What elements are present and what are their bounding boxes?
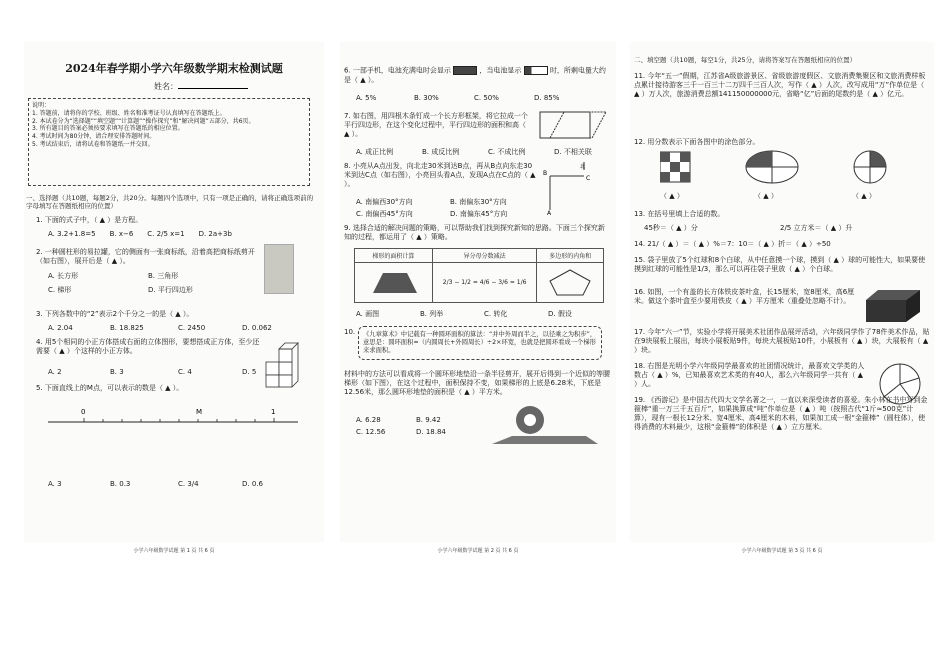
q2-option-c: C. 梯形 bbox=[48, 286, 72, 295]
frame-figure bbox=[536, 108, 612, 144]
exam-page-1 bbox=[24, 42, 324, 554]
q7-option-b: B. 成反比例 bbox=[422, 148, 460, 156]
can-label-image bbox=[264, 244, 294, 294]
instructions-box bbox=[28, 98, 310, 186]
exam-title: 2024年春学期小学六年级数学期末检测试题 bbox=[65, 62, 283, 75]
page-1-footer: 小学六年级数学试题 第 1 页 共 6 页 bbox=[133, 548, 215, 554]
question-17: 17. 今年“六一”节，实验小学将开展美术社团作品展评活动，六年级同学作了78件美术作品，贴在9块展板上展出，每块小展板贴9件，每块大展板贴10件，小展板有（ ▲ ）块，大展板有（ ▲ ）块。 bbox=[634, 328, 930, 355]
trapezoid-drawing bbox=[355, 263, 433, 303]
tea-box-figure bbox=[862, 286, 924, 326]
q8-options bbox=[356, 198, 546, 219]
question-19: 19. 《西游记》是中国古代四大文学名著之一，一直以来深受读者的喜爱。朱小林在书中写到金箍棒“重一万三千五百斤”，如果换算成“吨”作单位是（ ▲ ）吨（按照古代“1斤≈500克”计算），现有一根长12分米、宽4厘米、高4厘米的木料，如果加工成一根“金箍棒”（圆柱体），使得消费的木料最少，这根“金箍棒”的体积是（ ▲ ）立方厘米。 bbox=[634, 396, 928, 432]
q8-option-c: C. 南偏西45°方向 bbox=[356, 210, 413, 219]
q7-options bbox=[356, 148, 606, 157]
q6-option-a: A. 5% bbox=[356, 94, 377, 102]
fig-answer-2: （ ▲ ） bbox=[754, 192, 778, 200]
question-7: 7. 如右图，用四根木条钉成一个长方形框架，将它拉成一个平行四边形，在这个变化过程中，平行四边形的面积和高（ ▲ ）。 bbox=[344, 112, 528, 139]
q1-options bbox=[48, 230, 246, 239]
name-label: 姓名： bbox=[154, 82, 248, 92]
q2-option-d: D. 平行四边形 bbox=[148, 286, 193, 295]
ring-to-trapezoid-figure bbox=[490, 404, 600, 446]
checkered-square bbox=[660, 152, 690, 182]
svg-text:北: 北 bbox=[580, 164, 586, 170]
q5-option-a: A. 3 bbox=[48, 480, 62, 488]
number-line bbox=[44, 402, 304, 442]
strategy-fraction: 异分母分数减法 bbox=[432, 249, 537, 263]
cube-stack-figure bbox=[264, 340, 308, 388]
q8-option-d: D. 南偏东45°方向 bbox=[450, 210, 508, 219]
q2-options bbox=[48, 272, 248, 295]
number-line-zero: 0 bbox=[81, 408, 86, 416]
exam-page-2 bbox=[340, 42, 616, 554]
q10-option-d: D. 18.84 bbox=[416, 428, 446, 437]
fig-answer-1: （ ▲ ） bbox=[660, 192, 684, 200]
q7-option-d: D. 不相关联 bbox=[554, 148, 592, 156]
instruction-2: 2. 本试卷分为“选择题”“填空题”“计算题”“操作探究”和“解决问题”五部分，共6页。 bbox=[32, 117, 255, 125]
q2-option-b: B. 三角形 bbox=[148, 272, 179, 280]
q3-option-c: C. 2450 bbox=[178, 324, 206, 332]
fig-answer-3: （ ▲ ） bbox=[852, 192, 876, 200]
q3-option-a: A. 2.04 bbox=[48, 324, 73, 332]
question-10-number: 10. bbox=[344, 328, 356, 336]
q2-option-a: A. 长方形 bbox=[48, 272, 79, 280]
q4-option-c: C. 4 bbox=[178, 368, 192, 376]
question-14: 14. 21/（ ▲ ）＝（ ▲ ）%＝7：10＝（ ▲ ）折＝（ ▲ ）÷50 bbox=[634, 240, 831, 248]
q6-options bbox=[356, 94, 573, 103]
q4-option-a: A. 2 bbox=[48, 368, 62, 376]
question-11: 11. 今年“五一”假期，江苏省A级旅游景区、省级旅游度假区、文旅消费集聚区和文旅消费样板点累计接待游客三千一百三十二万四千三百人次，写作（ ▲ ）人次，改写成用“万”作单位是（ ▲ ）万人次，旅游消费总额141150000000元，省略“亿”后面的尾数约是（ ▲ ）亿元。 bbox=[634, 72, 926, 99]
question-5: 5. 下面直线上的M点，可以表示的数是（ ▲ ）。 bbox=[36, 384, 184, 392]
question-8: 8. 小亮从A点出发，向北走30米到达B点，再从B点向东走30米到达C点（如右图），小亮回头看A点，发现A点在C点的（ ▲ ）。 bbox=[344, 162, 536, 189]
svg-text:A: A bbox=[547, 210, 552, 216]
q8-option-b: B. 南偏东30°方向 bbox=[450, 198, 507, 206]
q5-option-b: B. 0.3 bbox=[110, 480, 131, 488]
question-10: 材料中的方法可以看成将一个圆环形地垫沿一条半径剪开，展开后得到一个近似的等腰梯形（如下图），在这个过程中，面积保持不变，如果梯形的上底是6.28米，下底是12.56米，那么圆环形地垫的面积是（ ▲ ）平方米。 bbox=[344, 370, 610, 397]
q6-option-c: C. 50% bbox=[474, 94, 499, 102]
q10-options bbox=[356, 416, 476, 437]
fraction-figures bbox=[660, 148, 900, 188]
section-1-heading: 一、选择题（共10题，每题2分，共20分。每题四个选项中，只有一项是正确的，请将正确选项前的字母填写在答题纸相应的位置） bbox=[26, 194, 314, 211]
q10-option-c: C. 12.56 bbox=[356, 428, 386, 437]
q10-option-a: A. 6.28 bbox=[356, 416, 381, 424]
battery-low-icon bbox=[524, 66, 548, 75]
direction-figure bbox=[540, 160, 600, 216]
instruction-5: 5. 考试结束后，请将试卷和答题纸一并交回。 bbox=[32, 140, 154, 148]
question-18: 18. 右图是光明小学六年级同学最喜欢的社团情况统计，最喜欢文学类的人数占（ ▲ ）%，已知最喜欢艺术类的有40人，那么六年级同学一共有（ ▲ ）人。 bbox=[634, 362, 865, 389]
number-line-one: 1 bbox=[271, 408, 276, 416]
q9-option-d: D. 假设 bbox=[548, 310, 572, 318]
q4-option-d: D. 5 bbox=[242, 368, 257, 376]
number-line-m: M bbox=[196, 408, 203, 416]
page-2-footer: 小学六年级数学试题 第 2 页 共 6 页 bbox=[437, 548, 519, 554]
question-12: 12. 用分数表示下面各图中的涂色部分。 bbox=[634, 138, 760, 146]
instructions-heading: 说明： bbox=[32, 102, 51, 109]
instruction-4: 4. 考试时间为80分钟，请合理安排答题时间。 bbox=[32, 133, 156, 141]
q5-options bbox=[48, 480, 277, 489]
q6-option-d: D. 85% bbox=[534, 94, 560, 102]
question-4: 4. 用5个相同的小正方体搭成右面的立体图形，要想搭成正方体，至少还需要（ ▲ ）个这样的小正方体。 bbox=[36, 338, 260, 356]
exam-page-3 bbox=[630, 42, 934, 554]
question-6: 6. 一部手机，电池充满电时会显示 ，当电池显示 时，所剩电量大约是（ ▲ ）。 bbox=[344, 66, 606, 84]
strategy-polygon: 多边形的内角和 bbox=[537, 249, 604, 263]
instruction-1: 1. 答题前，请将你的学校、班级、姓名和准考证号认真填写在答题纸上。 bbox=[32, 109, 226, 117]
q7-option-a: A. 成正比例 bbox=[356, 148, 394, 156]
q8-option-a: A. 南偏西30°方向 bbox=[356, 198, 413, 206]
battery-full-icon bbox=[453, 66, 477, 75]
q1-option-a: A. 3.2+1.8=5 bbox=[48, 230, 96, 238]
classic-text-box: 《九章算术》中记载有一种圆环面积的算法：“并中外周而半之，以径乘之为积步”，意思是：圆环面积=（内圆周长+外圆周长）÷2×环宽，也就是把圆环看成一个梯形来求面积。 bbox=[358, 326, 602, 360]
q4-options bbox=[48, 368, 270, 377]
q9-option-a: A. 画图 bbox=[356, 310, 380, 318]
q1-option-d: D. 2a+3b bbox=[198, 230, 232, 238]
q10-option-b: B. 9.42 bbox=[416, 416, 441, 424]
q6-option-b: B. 30% bbox=[414, 94, 439, 102]
page-3-footer: 小学六年级数学试题 第 3 页 共 6 页 bbox=[741, 548, 823, 554]
q5-option-c: C. 3/4 bbox=[178, 480, 199, 488]
svg-text:C: C bbox=[586, 175, 591, 182]
q1-option-c: C. 2/5 x=1 bbox=[147, 230, 185, 238]
strategy-trapezoid: 梯形的面积计算 bbox=[355, 249, 433, 263]
q13-right: 2/5 立方米＝（ ▲ ）升 bbox=[780, 224, 853, 232]
fraction-formula: 2/3 − 1/2 = 4/6 − 3/6 = 1/6 bbox=[432, 263, 537, 303]
question-16: 16. 如图，一个有盖的长方体铁皮茶叶盒，长15厘米，宽8厘米，高6厘米。做这个茶叶盒至少要用铁皮（ ▲ ）平方厘米（重叠处忽略不计）。 bbox=[634, 288, 855, 306]
question-13: 13. 在括号里填上合适的数。 bbox=[634, 210, 725, 218]
q5-option-d: D. 0.6 bbox=[242, 480, 263, 488]
q9-options bbox=[356, 310, 586, 319]
question-15: 15. 袋子里放了5个红球和8个白球，从中任意摸一个球，摸到（ ▲ ）球的可能性大，如果要使摸到红球的可能性是1/3，那么可以再往袋子里放（ ▲ ）个白球。 bbox=[634, 256, 926, 274]
q9-option-b: B. 列举 bbox=[420, 310, 444, 318]
q9-option-c: C. 转化 bbox=[484, 310, 508, 318]
question-3: 3. 下列各数中的“2”表示2个千分之一的是（ ▲ ）。 bbox=[36, 310, 194, 318]
q1-option-b: B. x−6 bbox=[109, 230, 134, 238]
q7-option-c: C. 不成比例 bbox=[488, 148, 526, 156]
instruction-3: 3. 所有题目的答案必须按要求填写在答题纸的相应位置。 bbox=[32, 125, 184, 133]
question-2: 2. 一种圆柱形的易拉罐，它的侧面有一张商标纸，沿着高把商标纸剪开（如右图），展开后是（ ▲ ）。 bbox=[36, 248, 255, 266]
q3-option-d: D. 0.062 bbox=[242, 324, 272, 332]
q4-option-b: B. 3 bbox=[110, 368, 124, 376]
q13-left: 45秒＝（ ▲ ）分 bbox=[644, 224, 698, 232]
svg-text:B: B bbox=[543, 170, 548, 177]
question-9: 9. 选择合适的解决问题的策略，可以帮助我们找到探究新知的思路。下面三个探究新知的过程，都运用了（ ▲ ）策略。 bbox=[344, 224, 605, 242]
q3-option-b: B. 18.825 bbox=[110, 324, 144, 332]
question-1: 1. 下面的式子中，（ ▲ ）是方程。 bbox=[36, 216, 143, 224]
q3-options bbox=[48, 324, 286, 333]
strategy-table bbox=[354, 248, 604, 303]
pentagon-drawing bbox=[537, 263, 604, 303]
section-2-heading: 二、填空题（共10题，每空1分，共25分，请将答案写在答题纸相应的位置） bbox=[634, 56, 857, 64]
